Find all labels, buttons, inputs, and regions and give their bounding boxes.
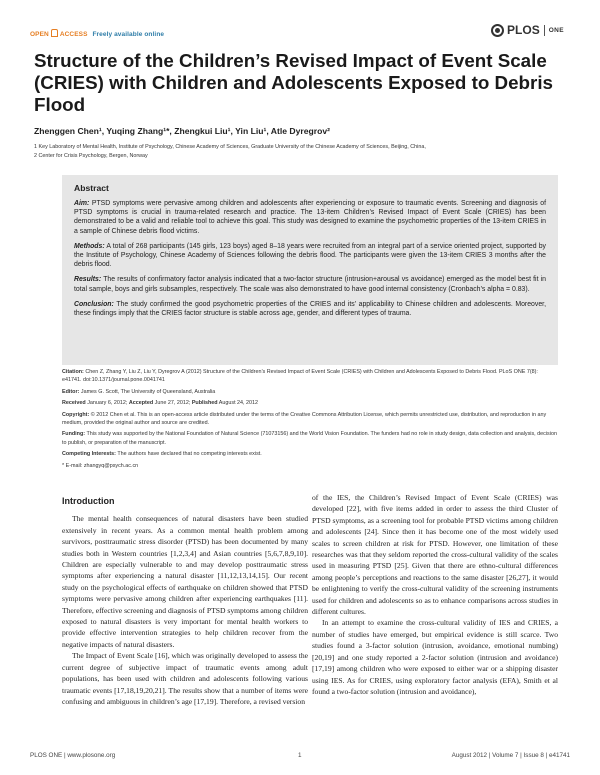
affiliation-1: 1 Key Laboratory of Mental Health, Institute of Psychology, Chinese Academy of Sciences, Graduate University of the Chinese Academy of Sciences, Beijing, China, <box>34 144 426 150</box>
abstract-results <box>74 275 546 293</box>
open-access-badge <box>30 29 164 38</box>
free-available-label: Freely available online <box>92 31 165 38</box>
dates <box>62 399 558 407</box>
abstract-conclusion <box>74 300 546 318</box>
conclusion-text: The study confirmed the good psychometric properties of the CRIES and its’ applicability to Chinese children and adolescents. Moreover, these findings imply that the CRIES factor structure is stable across age, gender, and different types of trauma. <box>74 300 546 318</box>
copyright-text: © 2012 Chen et al. This is an open-access article distributed under the terms of the Creative Commons Attribution License, which permits unrestricted use, distribution, and reproduction in any medium, provided the original author and source are credited. <box>62 411 547 427</box>
oa-label: OPEN <box>30 31 49 38</box>
footer-issue: August 2012 | Volume 7 | Issue 8 | e41741 <box>451 752 570 759</box>
article-metadata <box>62 368 558 473</box>
methods-label: Methods: <box>74 242 105 250</box>
body-paragraph: The Impact of Event Scale [16], which was originally developed to assess the current degree of subjective impact of traumatic events among adult populations, has been used with children and adolescents following various traumatic events [17,18,19,20,21]. The results show that a number of items were confusing and ambiguous in children’s age [17,19]. Therefore, a revised version <box>62 651 308 706</box>
competing-interests <box>62 450 558 458</box>
lock-icon <box>51 29 58 37</box>
abstract-methods <box>74 242 546 270</box>
plos-logo-text: PLOS <box>507 23 540 37</box>
aim-text: PTSD symptoms were pervasive among children and adolescents after experiencing or exposure to traumatic events. Screening and diagnosis of PTSD symptoms is crucial in trauma-related research and practice. The 13-item Children’s Revised Impact of Event Scale (CRIES) has been demonstrated to be a valid and reliable tool to achieve this goal. This study was designed to examine the psychometric properties of the 13-item CRIES in a sample of Chinese debris flood victims. <box>74 200 546 235</box>
abstract-box <box>62 175 558 365</box>
copyright-label: Copyright: <box>62 411 90 418</box>
citation-label: Citation: <box>62 369 84 375</box>
plos-logo <box>491 23 564 37</box>
funding-label: Funding: <box>62 431 86 438</box>
published-label: Published <box>191 400 218 407</box>
published-date: August 24, 2012 <box>218 400 259 407</box>
editor-text: James G. Scott, The University of Queensland, Australia <box>80 388 216 395</box>
body-column-right <box>312 492 558 697</box>
affiliations <box>34 143 574 160</box>
funding-text: This study was supported by the National Foundation of Natural Science (71073156) and the World Vision Foundation. The funders had no role in study design, data collection and analysis, decision to publish, or preparation of the manuscript. <box>62 431 557 446</box>
results-label: Results: <box>74 276 102 284</box>
editor <box>62 388 558 396</box>
oa-label-2: ACCESS <box>59 31 88 38</box>
competing-label: Competing Interests: <box>62 451 116 458</box>
body-paragraph: In an attempt to examine the cross-cultural validity of IES and CRIES, a number of studies have emerged, but empirical evidence is still scarce. Two studies found a 3-factor solution (intrusion, avoidance, emotional numbing) [20,19] and one study reported a 2-factor solution (intrusion and avoidance) [17,19] among children who were exposed to either war or a shipping disaster using IES. As for CRIES, using exploratory factor analysis (EFA), Smith et al found a two-factor solution (intrusion and avoidance), <box>312 618 558 696</box>
competing-text: The authors have declared that no competing interests exist. <box>117 451 262 458</box>
abstract-aim <box>74 199 546 236</box>
body-paragraph: The mental health consequences of natural disasters have been studied extensively in recent years. As a common mental health problem among survivors, posttraumatic stress disorder (PTSD) has been documented by many studies both in Western countries [1,2,3,4] and Asian countries [5,6,7,8,9,10]. Children are especially vulnerable to and may develop posttraumatic stress symptoms after experiencing a natural disaster [11,12,13,14,15]. Our recent study on the psychological effects of earthquake on children showed that PTSD symptoms were pervasive among children after experiencing earthquakes [11]. Therefore, effective screening and diagnosis of PTSD symptoms among children exposed to natural disasters is very important for mental health workers to provide effective intervention strategies to help children recover from the negative impacts of natural disasters. <box>62 514 308 649</box>
citation <box>62 368 558 385</box>
citation-text: Chen Z, Zhang Y, Liu Z, Liu Y, Dyregrov A (2012) Structure of the Children’s Revised Impact of Event Scale (CRIES) with Children and Adolescents Exposed to Debris Flood. PLoS ONE 7(8): e41741. doi:10.1371/journal.pone.0041741 <box>62 369 538 384</box>
conclusion-label: Conclusion: <box>74 300 114 308</box>
received-label: Received <box>62 400 86 407</box>
abstract-heading: Abstract <box>74 183 109 193</box>
footer-journal: PLOS ONE | www.plosone.org <box>30 752 116 759</box>
author-list: Zhenggen Chen¹, Yuqing Zhang¹*, Zhengkui Liu¹, Yin Liu¹, Atle Dyregrov² <box>34 126 331 136</box>
copyright <box>62 411 558 428</box>
aim-label: Aim: <box>74 200 90 207</box>
page-number: 1 <box>298 752 302 759</box>
body-column-left <box>62 496 308 707</box>
logo-separator <box>544 25 545 36</box>
editor-label: Editor: <box>62 388 80 395</box>
results-text: The results of confirmatory factor analysis indicated that a two-factor structure (intrusion+arousal vs avoidance) emerged as the model best fit in total sample, boys and girls subsamples, respectively. The scale was also demonstrated to have good internal consistency (Cronbach’s alpha = 0.83). <box>74 276 546 293</box>
introduction-heading: Introduction <box>62 496 115 506</box>
plos-sun-icon <box>491 24 504 37</box>
body-paragraph: of the IES, the Children’s Revised Impact of Event Scale (CRIES) was developed [22], with five items added in order to assess the third Cluster of PTSD symptoms, as a screening tool for probable PTSD victims among children and adolescents [24]. Since then it has become one of the most widely used scales to screen children at risk for PTSD. However, one limitation of these researches was that they seldom reported the cross-cultural validity of the scales used in measuring PTSD [25]. Given that there are ethno-cultural differences among people’s perceptions and reactions to the same disaster [26,27], it would be enlightening to verify the cross-cultural validity of the screening instruments used for children and adolescents so as to enhance comparisons across studies in different cultures. <box>312 493 558 617</box>
plos-logo-sub: ONE <box>548 26 564 34</box>
received-date: January 6, 2012; <box>87 400 128 407</box>
affiliation-2: 2 Center for Crisis Psychology, Bergen, Norway <box>34 152 148 159</box>
accepted-date: June 27, 2012; <box>154 400 191 407</box>
funding <box>62 430 558 447</box>
accepted-label: Accepted <box>128 400 154 407</box>
contact-email: * E-mail: zhangyq@psych.ac.cn <box>62 462 139 469</box>
paper-title: Structure of the Children’s Revised Impact of Event Scale (CRIES) with Children and Adolescents Exposed to Debris Flood <box>34 50 553 115</box>
methods-text: A total of 268 participants (145 girls, 123 boys) aged 8–18 years were recruited from an integral part of a service oriented project, supported by the Institute of Psychology, Chinese Academy of Sciences following the debris flood. The participants were given the 13-item CRIES 3 months after the debris flood. <box>74 242 546 269</box>
